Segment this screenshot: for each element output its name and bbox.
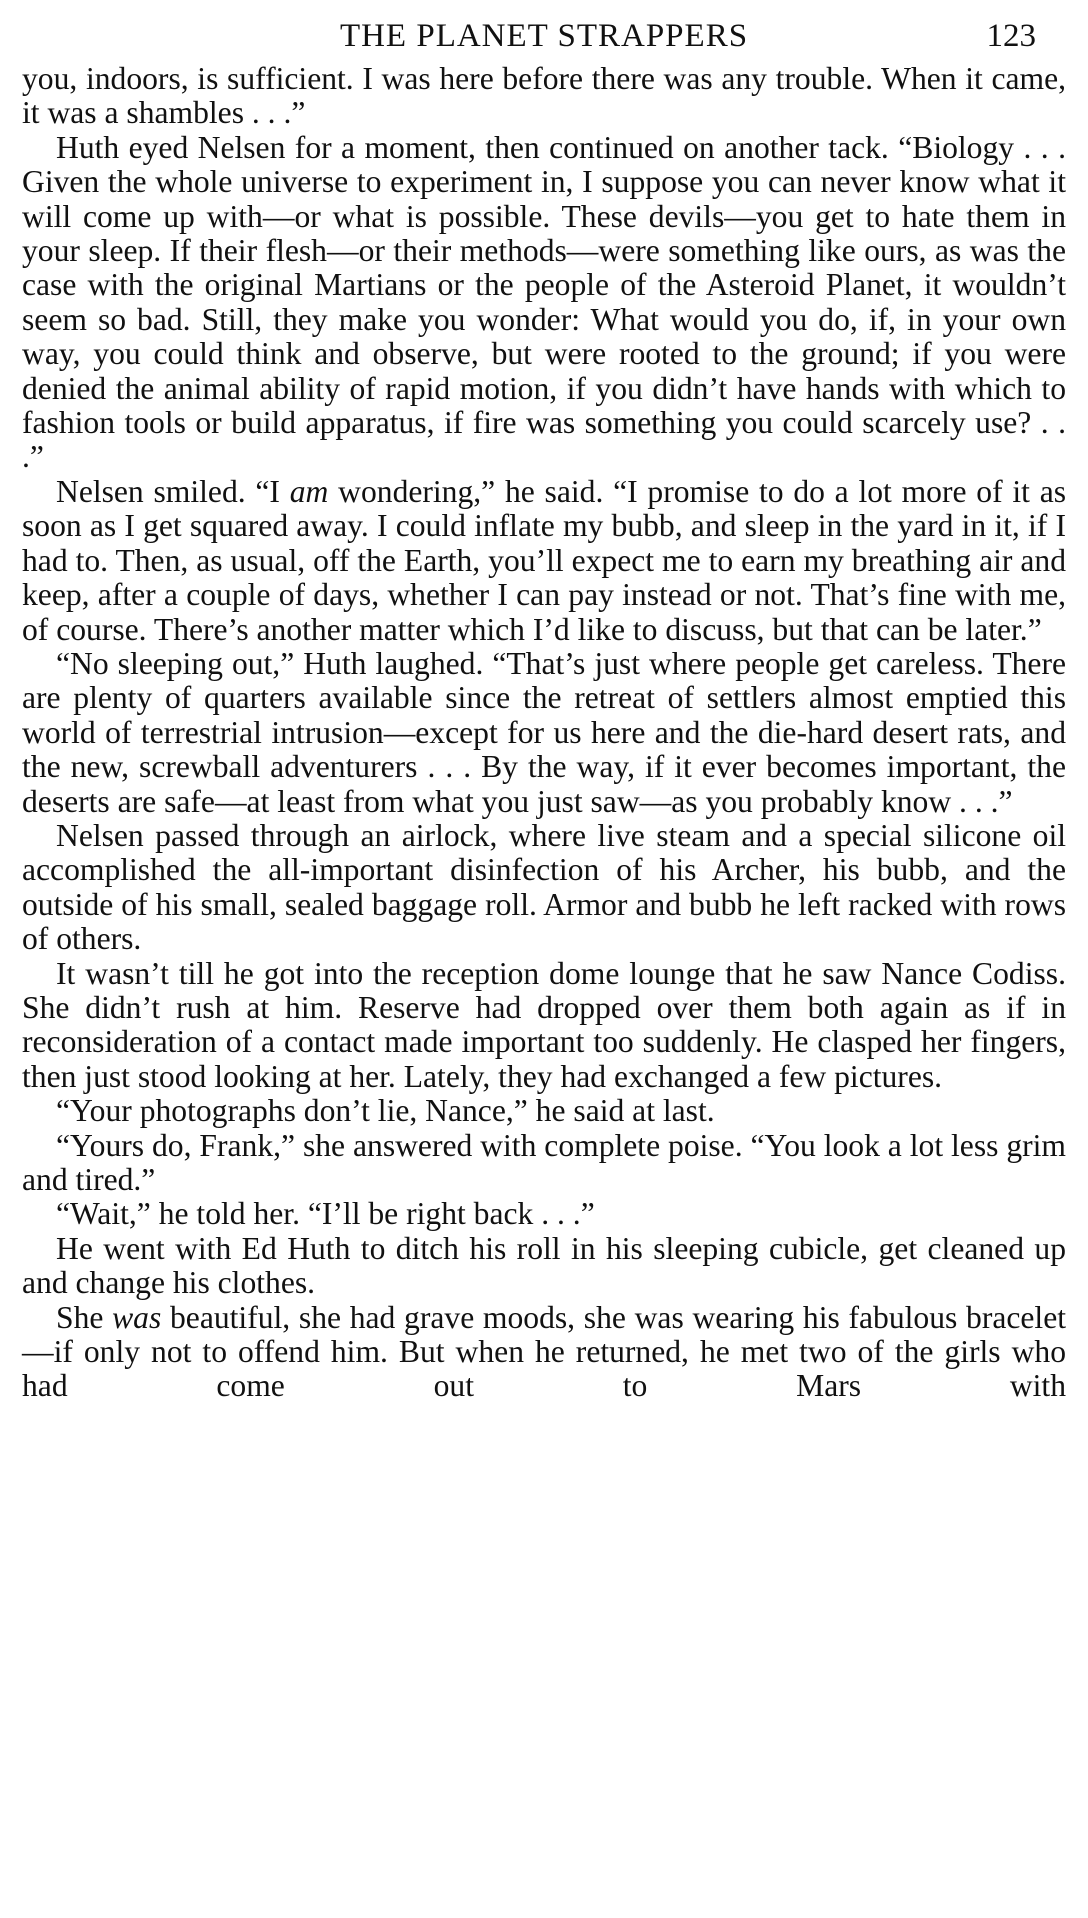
paragraph: He went with Ed Huth to ditch his roll in his sleeping cubicle, get cleaned up and change his clothes. <box>22 1230 1066 1301</box>
paragraph: “Yours do, Frank,” she answered with complete poise. “You look a lot less grim and tired.” <box>22 1127 1066 1197</box>
text-run: She <box>56 1299 104 1335</box>
paragraph <box>22 1301 1066 1404</box>
italic-emphasis: was <box>112 1299 162 1335</box>
paragraph: you, indoors, is sufficient. I was here before there was any trouble. When it came, it was a shambles . . .” <box>22 61 1066 131</box>
running-head <box>0 12 1088 60</box>
page-number: 123 <box>986 18 1036 54</box>
paragraph <box>22 475 1066 647</box>
paragraph: It wasn’t till he got into the reception dome lounge that he saw Nance Codiss. She didn’t rush at him. Reserve had dropped over them both again as if in reconsideration of a contact made important too suddenly. He clasped her fingers, then just stood looking at her. Lately, they had exchanged a few pictures. <box>22 955 1066 1094</box>
italic-emphasis: am <box>289 473 329 509</box>
body-text <box>22 62 1066 1404</box>
text-run: wondering,” he said. “I promise to do a lot more of it as soon as I get squared away. I could inflate my bubb, and sleep in the yard in it, if I had to. Then, as usual, off the Earth, you’ll expect me to earn my breathing air and keep, after a couple of days, whether I can pay instead or not. That’s fine with me, of course. There’s another matter which I’d like to discuss, but that can be later.” <box>22 473 1067 647</box>
paragraph: “Wait,” he told her. “I’ll be right back . . .” <box>56 1196 595 1232</box>
paragraph: “No sleeping out,” Huth laughed. “That’s just where people get careless. There are plenty of quarters available since the retreat of settlers almost emptied this world of terrestrial intrusion—except for us here and the die-hard desert rats, and the new, screwball adventurers . . . By the way, if it ever becomes important, the deserts are safe—at least from what you just saw—as you probably know . . .” <box>22 645 1066 819</box>
text-run: beautiful, she had grave moods, she was wearing his fabulous bracelet—if only not to offend him. But when he returned, he met two of the girls who had come out to Mars with <box>22 1299 1066 1404</box>
paragraph: “Your photographs don’t lie, Nance,” he said at last. <box>56 1093 715 1129</box>
text-run: Nelsen smiled. “I <box>56 473 280 509</box>
paragraph: Huth eyed Nelsen for a moment, then continued on another tack. “Biology . . . Given the whole universe to experiment in, I suppose you can never know what it will come up with—or what is possible. These devils—you get to hate them in your sleep. If their flesh—or their methods—were something like ours, as was the case with the original Martians or the people of the Asteroid Planet, it wouldn’t seem so bad. Still, they make you wonder: What would you do, if, in your own way, you could think and observe, but were rooted to the ground; if you were denied the animal ability of rapid motion, if you didn’t have hands with which to fashion tools or build apparatus, if fire was something you could scarcely use? . . .” <box>22 129 1066 475</box>
paragraph: Nelsen passed through an airlock, where live steam and a special silicone oil accomplished the all-important disinfection of his Archer, his bubb, and the outside of his small, sealed baggage roll. Armor and bubb he left racked with rows of others. <box>22 817 1066 957</box>
running-head-title: THE PLANET STRAPPERS <box>339 18 749 54</box>
